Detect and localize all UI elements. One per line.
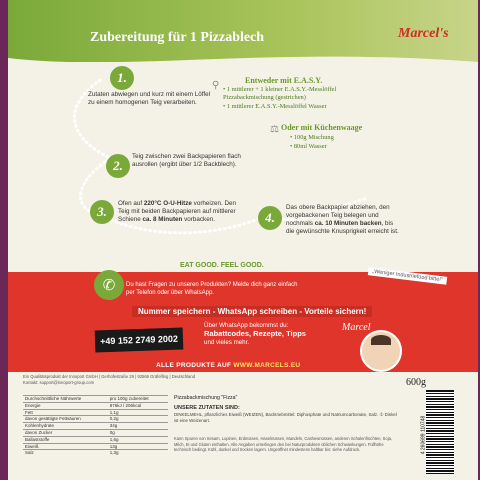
whatsapp-benefits: Über WhatsApp bekommst du: Rabattcodes, Rezepte, Tipps und vieles mehr.	[204, 322, 306, 346]
table-row: Ballaststoffe 1,6g	[23, 436, 168, 443]
scale-bullet-2: • 80ml Wasser	[290, 143, 327, 150]
phone-icon: ✆	[94, 270, 124, 300]
table-row: davon Zucker 0g	[23, 429, 168, 436]
step-1-number: 1.	[110, 66, 134, 90]
signature: Marcel	[342, 322, 371, 333]
table-row: Eiweiß 13g	[23, 443, 168, 450]
table-row: Fett 1,1g	[23, 409, 168, 416]
brand-logo: Marcel's	[398, 26, 449, 41]
table-row: Durchschnittliche Nährwerte pro 100g zubereitet	[23, 396, 168, 403]
website-line[interactable]: ALLE PRODUKTE AUF WWW.MARCELS.EU	[156, 362, 301, 369]
easy-title: Entweder mit E.A.S.Y.	[245, 76, 323, 85]
net-weight: 600g	[406, 377, 426, 388]
ingredients-text: DINKELMEHL, pflanzliches Eiweiß (WEIZEN), Backtriebmittel: Diphosphate und Natriumcarbonate, Salz. ① Dinkel ist eine Weizenart.	[174, 412, 397, 423]
table-row: davon gesättigte Fettsäuren 0,2g	[23, 416, 168, 423]
easy-bullet-2: • 1 mittlerer E.A.S.Y.-Messlöffel Wasser	[223, 103, 327, 110]
nutrition-table	[23, 395, 168, 456]
allergen-text: Kann Spuren von Sesam, Lupinen, Erdnüssen, Haselnüssen, Mandeln, Cashewnüssen, anderen Schalenfrüchten, Soja, Milch, Ei und Gluten enthalten. Alle Angaben unterliegen den bei Naturprodukten üblichen Schwankungen. Füllhöhe technisch bedingt. Kühl, dunkel und trocken lagern. Ungeöffnet mindestens haltbar bis: siehe Aufdruck.	[174, 436, 393, 453]
table-row: Energie 876kJ / 206kcal	[23, 402, 168, 409]
table-row: Salz 1,3g	[23, 450, 168, 456]
packaging-back	[8, 0, 478, 480]
chef-avatar	[360, 330, 402, 372]
manufacturer-address: Ein Qualitätsprodukt der Innoport GmbH | Gerhofestraße 29 | 92566 Gräfelfing | Deutschland Kontakt: support@innoport-group.com	[23, 374, 196, 385]
step-4-number: 4.	[258, 206, 282, 230]
page-title: Zubereitung für 1 Pizzablech	[90, 30, 265, 45]
step-3-text: Ofen auf 220°C O-U-Hitze vorheizen. Den Teig mit beiden Backpapieren auf mittlerer Schiene ca. 8 Minuten vorbacken.	[118, 200, 237, 223]
whatsapp-banner: Nummer speichern - WhatsApp schreiben - Vorteile sichern!	[132, 306, 372, 317]
phone-number-board[interactable]: +49 152 2749 2002	[95, 327, 184, 352]
spoon-icon: ⚲	[212, 80, 220, 91]
barcode	[426, 390, 454, 474]
ingredients-heading: UNSERE ZUTATEN SIND:	[174, 405, 240, 411]
table-row: Kohlenhydrate 34g	[23, 423, 168, 430]
barcode-number: 4 260699 110748	[420, 415, 427, 455]
easy-bullet-1: • 1 mittlerer + 1 kleiner E.A.S.Y.-Messlöffel Pizzabackmischung (gestrichen)	[223, 86, 337, 101]
step-2-text: Teig zwischen zwei Backpapieren flach ausrollen (ergibt über 1/2 Backblech).	[132, 153, 241, 168]
scale-title: Oder mit Küchenwaage	[281, 123, 363, 132]
product-name: Pizzabackmischung "Fizza"	[174, 395, 238, 401]
scale-bullet-1: • 100g Mischung	[290, 134, 334, 141]
tagline: EAT GOOD. FEEL GOOD.	[180, 262, 264, 269]
step-3-number: 3.	[90, 200, 114, 224]
question-text: Du hast Fragen zu unseren Produkten? Melde dich ganz einfach per Telefon oder über WhatsApp.	[126, 282, 298, 296]
step-1-text: Zutaten abwiegen und kurz mit einem Löffel zu einem homogenen Teig verarbeiten.	[88, 91, 211, 106]
slogan-ribbon: „Weniger Industriefood bitte!"	[368, 267, 447, 285]
scale-icon: ⚖	[270, 124, 279, 135]
step-4-text: Das obere Backpapier abziehen, den vorgebackenen Teig belegen und nochmals ca. 10 Minuten backen, bis die gewünschte Knusprigkeit erreicht ist.	[286, 204, 399, 235]
step-2-number: 2.	[106, 154, 130, 178]
